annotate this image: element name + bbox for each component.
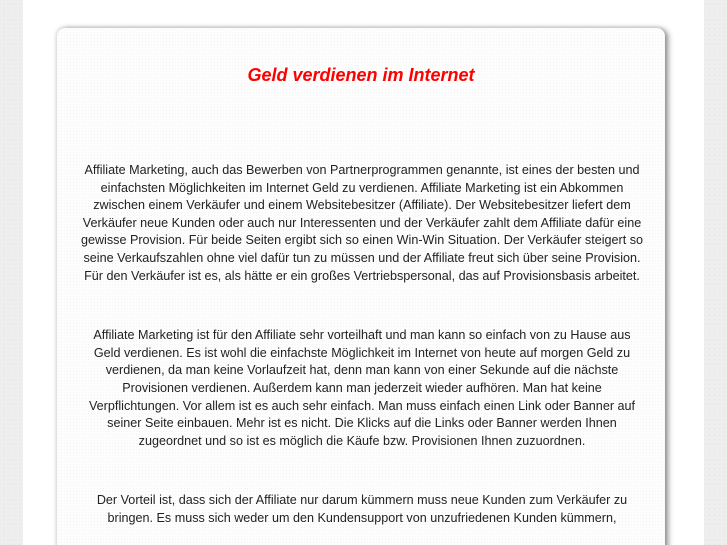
content-card xyxy=(57,28,665,545)
page-title: Geld verdienen im Internet xyxy=(247,65,475,85)
article-paragraph-3: Der Vorteil ist, dass sich der Affiliate nur darum kümmern muss neue Kunden zum Verkäufer zu bringen. Es muss sich weder um den Kundensupport von unzufriedenen Kunden kümmern, xyxy=(96,493,628,525)
article-paragraph-2: Affiliate Marketing ist für den Affiliate sehr vorteilhaft und man kann so einfach von zu Hause aus Geld verdienen. Es ist wohl die einfachste Möglichkeit im Internet von heute auf morgen Geld zu verdienen, da man keine Vorlaufzeit hat, denn man kann von einer Sekunde auf die nächste Provisionen verdienen. Außerdem kann man jederzeit wieder aufhören. Man hat keine Verpflichtungen. Vor allem ist es auch sehr einfach. Man muss einfach einen Link oder Banner auf seiner Seite einbauen. Mehr ist es nicht. Die Klicks auf die Links oder Banner werden Ihnen zugeordnet und so ist es möglich die Käufe bzw. Provisionen Ihnen zuzuordnen. xyxy=(88,328,636,448)
article-paragraph-1: Affiliate Marketing, auch das Bewerben von Partnerprogrammen genannte, ist eines der besten und einfachsten Möglichkeiten im Internet Geld zu verdienen. Affiliate Marketing ist ein Abkommen zwischen einem Verkäufer und einem Websitebesitzer (Affiliate). Der Websitebesitzer liefert dem Verkäufer neue Kunden oder auch nur Interessenten und der Verkäufer zahlt dem Affiliate dafür eine gewisse Provision. Für beide Seiten ergibt sich so einen Win-Win Situation. Der Verkäufer steigert so seine Verkaufszahlen ohne viel dafür tun zu müssen und der Affiliate freut sich über seine Provision. Für den Verkäufer ist es, als hätte er ein großes Vertriebspersonal, das auf Provisionsbasis arbeitet. xyxy=(80,163,644,283)
article-body xyxy=(79,162,645,545)
page-column xyxy=(23,0,704,545)
